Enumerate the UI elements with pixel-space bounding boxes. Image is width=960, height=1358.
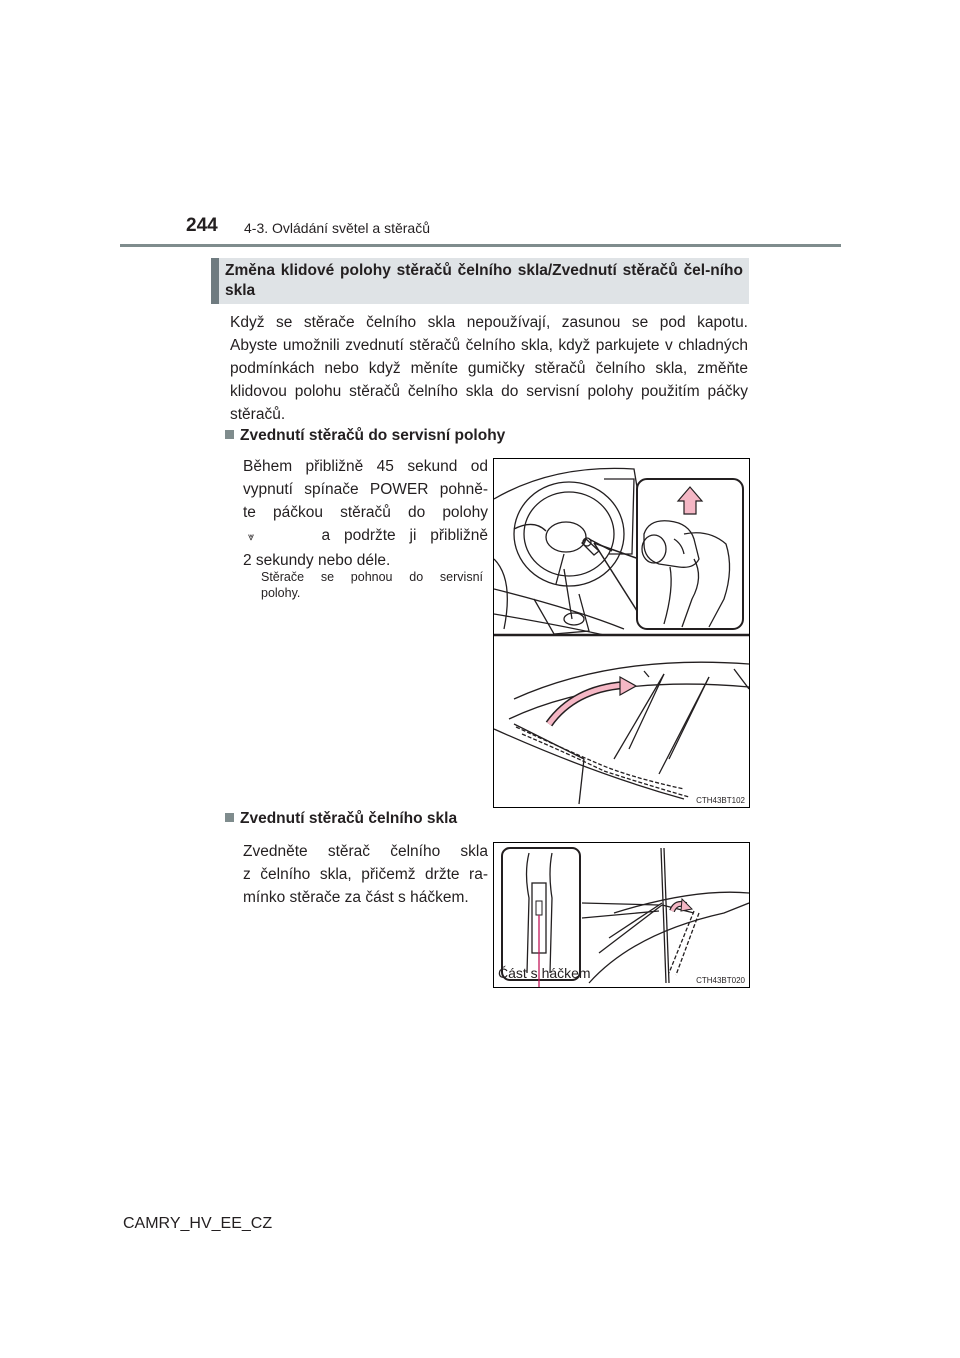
subsection-heading: [225, 810, 457, 828]
intro-line: stěračů.: [230, 406, 286, 423]
figure-code: CTH43BT102: [696, 796, 745, 805]
body-line: [243, 524, 488, 549]
section-intro: [230, 311, 748, 426]
subsection-heading-text: Zvednutí stěračů čelního skla: [240, 810, 458, 827]
hook-part-label: Část s háčkem: [498, 965, 591, 981]
figure-code: CTH43BT020: [696, 976, 745, 985]
square-bullet-icon: [225, 813, 234, 822]
body-line: Během přibližně 45 sekund od: [243, 458, 488, 475]
subsection-heading: [225, 427, 505, 445]
curved-arrow-icon: [620, 677, 636, 695]
wiper-service-position-illustration: [493, 458, 750, 808]
body-line-text: a podržte ji přibližně: [321, 527, 488, 544]
body-line: z čelního skla, přičemž držte ra-: [243, 866, 488, 883]
section-title: Změna klidové polohy stěračů čelního skla/Zvednutí stěračů čel-ního skla: [225, 262, 743, 299]
note-line: Stěrače se pohnou do servisní: [261, 570, 483, 584]
square-bullet-icon: [225, 430, 234, 439]
body-line: 2 sekundy nebo déle.: [243, 552, 391, 569]
body-line: mínko stěrače za část s háčkem.: [243, 889, 469, 906]
subsection-heading-text: Zvednutí stěračů do servisní polohy: [240, 427, 506, 444]
subsection-body: [243, 840, 488, 909]
intro-line: Abyste umožnili zvednutí stěračů čelního skla, když parkujete v chladných: [230, 337, 748, 354]
intro-line: klidovou polohu stěračů čelního skla do servisní polohy použitím páčky: [230, 383, 748, 400]
body-line: vypnutí spínače POWER pohně-: [243, 481, 488, 498]
illustration-drawing: [494, 459, 749, 807]
body-line: te páčkou stěračů do polohy: [243, 504, 488, 521]
curved-arrow-icon: [681, 899, 692, 911]
note-line: polohy.: [261, 586, 301, 600]
page-number: 244: [186, 215, 218, 236]
intro-line: Když se stěrače čelního skla nepoužívají, zasunou se pod kapotu.: [230, 314, 748, 331]
header-divider: [120, 244, 841, 247]
body-line: Zvedněte stěrač čelního skla: [243, 843, 488, 860]
wiper-lift-illustration: [493, 842, 750, 988]
wiper-position-icon: ⩔: [248, 531, 255, 543]
subsection-note: [261, 569, 483, 601]
subsection-body: [243, 455, 488, 572]
section-heading-accent-bar: [211, 258, 219, 304]
footer-model-code: CAMRY_HV_EE_CZ: [123, 1215, 273, 1232]
chapter-title: 4-3. Ovládání světel a stěračů: [244, 220, 430, 236]
intro-line: podmínkách nebo když měníte gumičky stěračů čelního skla, změňte: [230, 360, 748, 377]
